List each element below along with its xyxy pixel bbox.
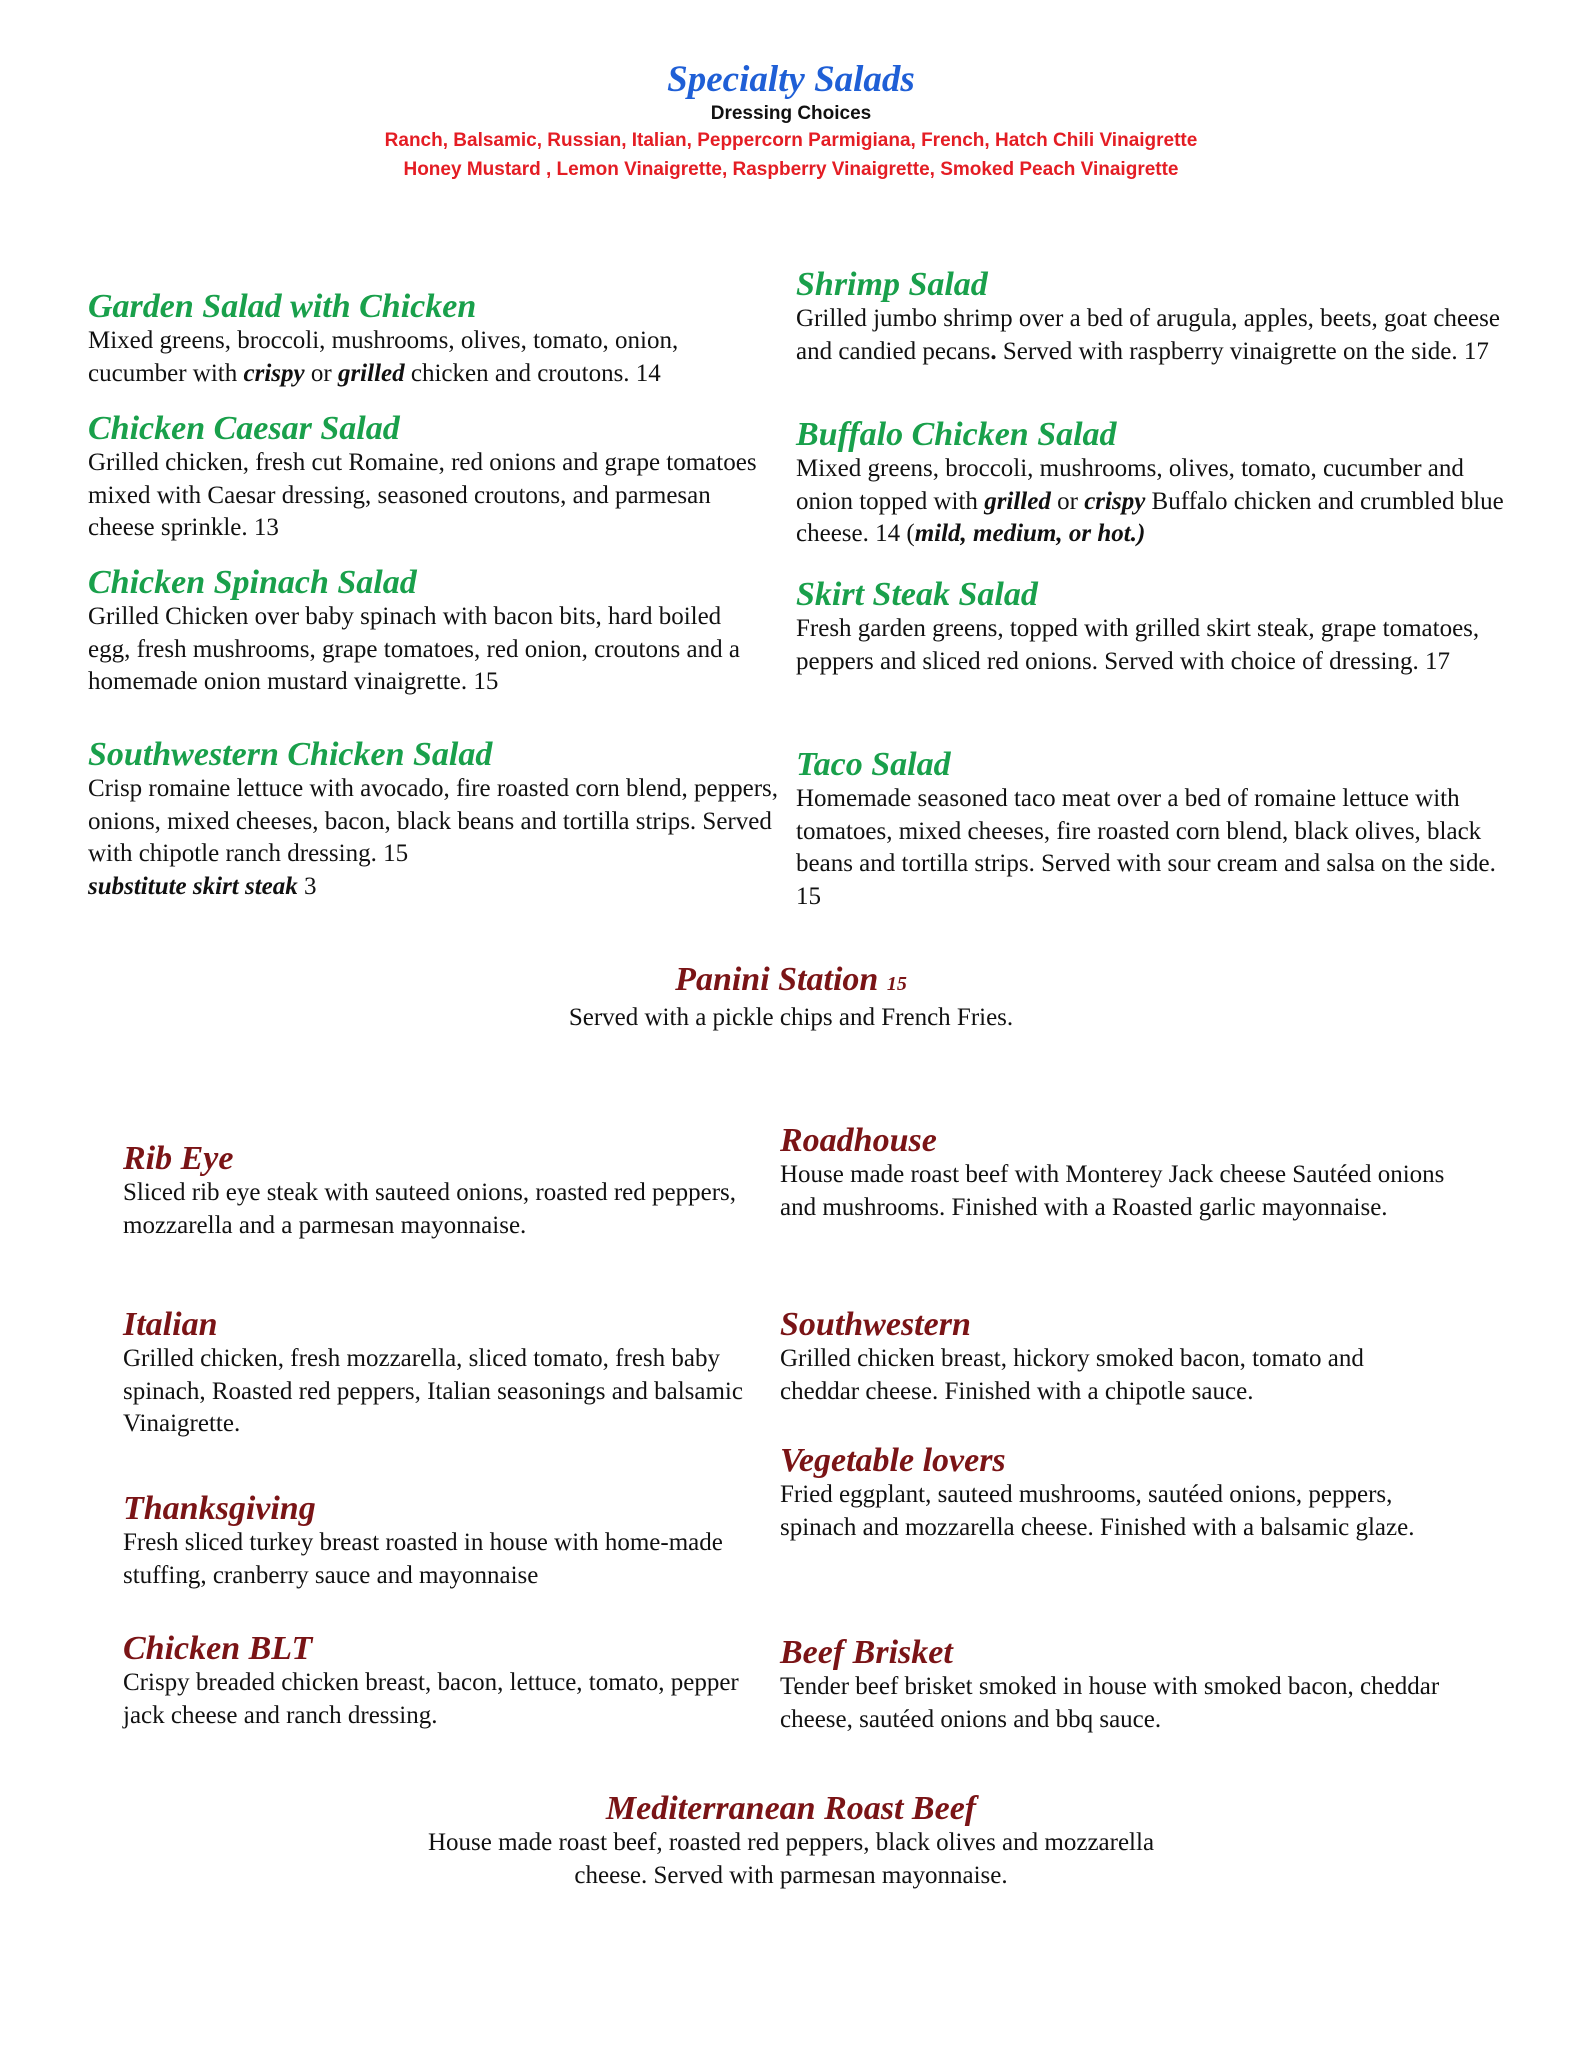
panini-title: Mediterranean Roast Beef [605,1790,977,1827]
salad-description: Homemade seasoned taco meat over a bed of romaine lettuce with tomatoes, mixed cheeses, fire roasted corn blend, black olives, black beans and tortilla strips. Served with sour cream and salsa on the side. 15 [796,785,1496,910]
salad-description: Mixed greens, broccoli, mushrooms, olives, tomato, onion, cucumber with crispy or grilled chicken and croutons. 14 [88,327,679,387]
salad-southwestern [88,736,788,903]
salad-title: Southwestern Chicken Salad [88,736,493,773]
panini-description: Crispy breaded chicken breast, bacon, lettuce, tomato, pepper jack cheese and ranch dressing. [123,1669,739,1729]
panini-beef-brisket [780,1634,1470,1736]
salad-taco [796,746,1506,913]
salad-title: Garden Salad with Chicken [88,288,477,325]
salad-title: Taco Salad [796,746,951,783]
salad-description: Grilled jumbo shrimp over a bed of arugula, apples, beets, goat cheese and candied pecans. Served with raspberry vinaigrette on the side. 17 [796,305,1500,365]
salad-title: Chicken Caesar Salad [88,410,400,447]
dressing-choices-heading: Dressing Choices [710,103,872,124]
panini-title: Chicken BLT [123,1630,313,1667]
page-title: Specialty Salads [667,59,915,100]
panini-description: House made roast beef with Monterey Jack cheese Sautéed onions and mushrooms. Finished with a Roasted garlic mayonnaise. [780,1161,1445,1221]
panini-italian [123,1306,753,1441]
panini-description: Fried eggplant, sauteed mushrooms, sautéed onions, peppers, spinach and mozzarella cheese. Finished with a balsamic glaze. [780,1481,1415,1541]
panini-title: Italian [123,1306,218,1343]
salad-description: Grilled Chicken over baby spinach with bacon bits, hard boiled egg, fresh mushrooms, grape tomatoes, red onion, croutons and a homemade onion mustard vinaigrette. 15 [88,603,740,695]
panini-title: Thanksgiving [123,1490,316,1527]
panini-title: Rib Eye [123,1140,234,1177]
panini-mediterranean-roast-beef [391,1790,1191,1892]
panini-title: Southwestern [780,1306,971,1343]
salad-title: Shrimp Salad [796,266,988,303]
salad-shrimp [796,266,1506,368]
salad-spinach [88,564,768,699]
panini-chicken-blt [123,1630,763,1732]
panini-rib-eye [123,1140,753,1242]
salad-title: Skirt Steak Salad [796,576,1038,613]
salad-title: Chicken Spinach Salad [88,564,417,601]
salad-title: Buffalo Chicken Salad [796,416,1117,453]
panini-thanksgiving [123,1490,763,1592]
panini-description: Grilled chicken, fresh mozzarella, sliced tomato, fresh baby spinach, Roasted red peppers, Italian seasonings and balsamic Vinaigrette. [123,1345,743,1437]
salad-description: Grilled chicken, fresh cut Romaine, red onions and grape tomatoes mixed with Caesar dressing, seasoned croutons, and parmesan cheese sprinkle. 13 [88,449,757,541]
salad-skirt-steak [796,576,1506,678]
panini-description: Tender beef brisket smoked in house with smoked bacon, cheddar cheese, sautéed onions and bbq sauce. [780,1673,1440,1733]
salad-caesar [88,410,778,545]
panini-price: 15 [886,973,907,995]
panini-roadhouse [780,1122,1450,1224]
dressing-list-line-2: Honey Mustard , Lemon Vinaigrette, Raspberry Vinaigrette, Smoked Peach Vinaigrette [403,159,1179,180]
panini-description: Grilled chicken breast, hickory smoked bacon, tomato and cheddar cheese. Finished with a chipotle sauce. [780,1345,1364,1405]
salad-buffalo [796,416,1512,551]
salad-substitute: substitute skirt steak 3 [88,872,317,900]
panini-description: House made roast beef, roasted red peppers, black olives and mozzarella cheese. Served with parmesan mayonnaise. [427,1829,1155,1889]
panini-description: Fresh sliced turkey breast roasted in house with home-made stuffing, cranberry sauce and mayonnaise [123,1529,723,1589]
dressing-list-line-1: Ranch, Balsamic, Russian, Italian, Peppercorn Parmigiana, French, Hatch Chili Vinaigrette [384,130,1198,151]
panini-southwestern [780,1306,1430,1408]
salad-description: Mixed greens, broccoli, mushrooms, olives, tomato, cucumber and onion topped with grilled or crispy Buffalo chicken and crumbled blue cheese. 14 (mild, medium, or hot.) [796,455,1504,547]
salad-description: Fresh garden greens, topped with grilled skirt steak, grape tomatoes, peppers and sliced red onions. Served with choice of dressing. 17 [796,615,1480,675]
panini-vegetable-lovers [780,1442,1440,1544]
salad-description: Crisp romaine lettuce with avocado, fire roasted corn blend, peppers, onions, mixed cheeses, bacon, black beans and tortilla strips. Served with chipotle ranch dressing. 15 [88,775,779,867]
salad-garden [88,288,768,390]
panini-title: Roadhouse [780,1122,937,1159]
panini-section-title: Panini Station 15 [675,961,907,998]
panini-description: Sliced rib eye steak with sauteed onions, roasted red peppers, mozzarella and a parmesan mayonnaise. [123,1179,737,1239]
panini-section-subtitle: Served with a pickle chips and French Fries. [568,1004,1014,1031]
panini-title: Beef Brisket [780,1634,953,1671]
panini-title: Vegetable lovers [780,1442,1006,1479]
